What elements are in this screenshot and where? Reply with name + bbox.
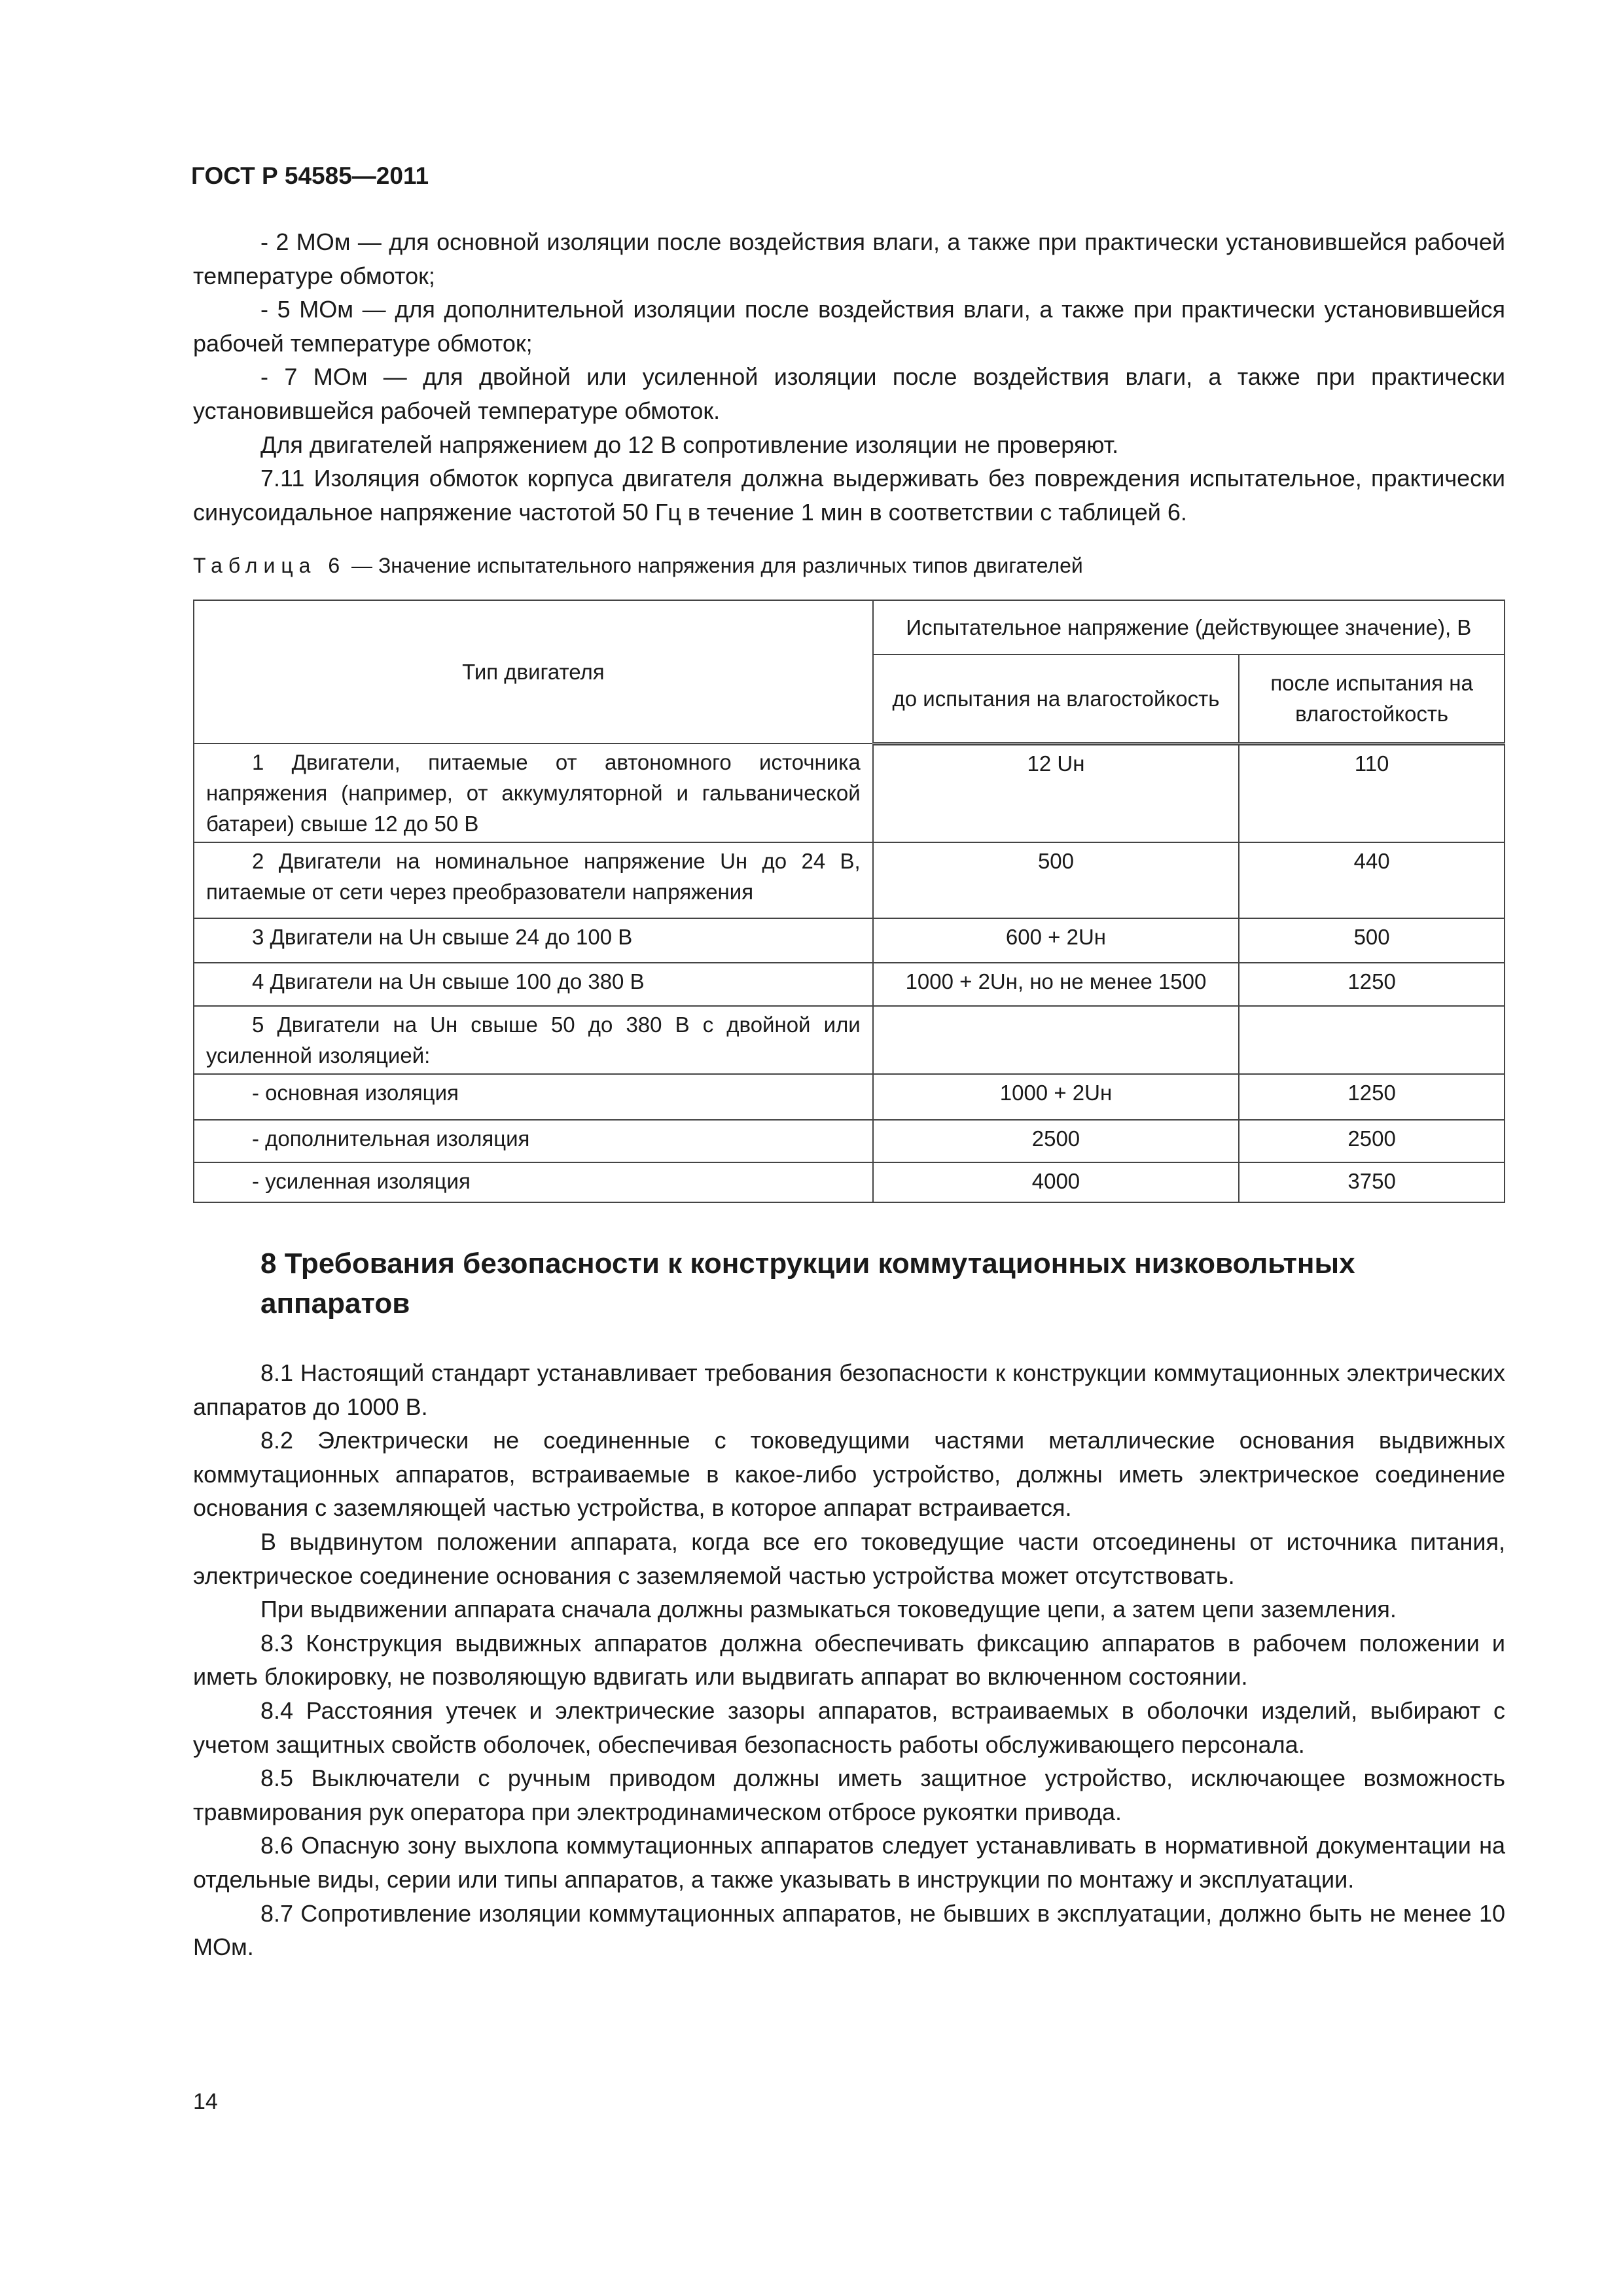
header-type: Тип двигателя — [194, 600, 873, 744]
cell-after: 2500 — [1239, 1120, 1505, 1162]
section-heading: 8 Требования безопасности к конструкции коммутационных низковольтных аппаратов — [260, 1247, 1355, 1319]
cell-type: 1 Двигатели, питаемые от автономного источника напряжения (например, от аккумуляторной и гальванической батареи) свыше 12 до 50 В — [194, 744, 873, 842]
cell-type: 3 Двигатели на Uн свыше 24 до 100 В — [194, 918, 873, 963]
cell-before — [873, 1006, 1240, 1074]
section-text — [193, 1356, 1505, 1964]
table-row — [194, 1074, 1505, 1120]
table-row — [194, 963, 1505, 1006]
cell-after: 1250 — [1239, 963, 1505, 1006]
header-after: после испытания на влагостойкость — [1239, 655, 1505, 744]
paragraph: - 2 МОм — для основной изоляции после воздействия влаги, а также при практически установившейся рабочей температуре обмоток; — [193, 228, 1505, 289]
table-row — [194, 1162, 1505, 1202]
cell-after: 500 — [1239, 918, 1505, 963]
paragraph: 8.7 Сопротивление изоляции коммутационных аппаратов, не бывших в эксплуатации, должно быть не менее 10 МОм. — [193, 1899, 1505, 1961]
cell-before: 2500 — [873, 1120, 1240, 1162]
page-number: 14 — [193, 2089, 218, 2114]
cell-after: 3750 — [1239, 1162, 1505, 1202]
table-row — [194, 1006, 1505, 1074]
cell-type: 4 Двигатели на Uн свыше 100 до 380 В — [194, 963, 873, 1006]
cell-before: 500 — [873, 842, 1240, 918]
cell-before: 12 Uн — [873, 744, 1240, 842]
paragraph: 8.2 Электрически не соединенные с токоведущими частями металлические основания выдвижных коммутационных аппаратов, встраиваемые в какое-либо устройство, должны иметь электрическое соединение основания с заземляющей частью устройства, в которое аппарат встраивается. — [193, 1427, 1505, 1522]
cell-after: 110 — [1239, 744, 1505, 842]
paragraph: 8.4 Расстояния утечек и электрические зазоры аппаратов, встраиваемых в оболочки изделий, выбирают с учетом защитных свойств оболочек, обеспечивая безопасность работы обслуживающего персонала. — [193, 1696, 1505, 1758]
table-row — [194, 842, 1505, 918]
table-caption-text: — Значение испытательного напряжения для различных типов двигателей — [346, 554, 1083, 577]
cell-before: 1000 + 2Uн, но не менее 1500 — [873, 963, 1240, 1006]
cell-after: 440 — [1239, 842, 1505, 918]
header-group: Испытательное напряжение (действующее значение), В — [873, 600, 1505, 655]
cell-before: 4000 — [873, 1162, 1240, 1202]
paragraph: 8.1 Настоящий стандарт устанавливает требования безопасности к конструкции коммутационных электрических аппаратов до 1000 В. — [193, 1359, 1505, 1420]
table-row — [194, 744, 1505, 842]
cell-type: 2 Двигатели на номинальное напряжение Uн до 24 В, питаемые от сети через преобразователи напряжения — [194, 842, 873, 918]
paragraph: 8.3 Конструкция выдвижных аппаратов должна обеспечивать фиксацию аппаратов в рабочем положении и иметь блокировку, не позволяющую вдвигать или выдвигать аппарат во включенном состоянии. — [193, 1629, 1505, 1691]
cell-after — [1239, 1006, 1505, 1074]
paragraph: При выдвижении аппарата сначала должны размыкаться токоведущие цепи, а затем цепи заземления. — [260, 1596, 1397, 1623]
cell-before: 600 + 2Uн — [873, 918, 1240, 963]
cell-before: 1000 + 2Uн — [873, 1074, 1240, 1120]
table-body — [194, 744, 1505, 1202]
table-row — [194, 918, 1505, 963]
cell-type: 5 Двигатели на Uн свыше 50 до 380 В с двойной или усиленной изоляцией: — [194, 1006, 873, 1074]
cell-type: - дополнительная изоляция — [194, 1120, 873, 1162]
paragraph: 8.5 Выключатели с ручным приводом должны иметь защитное устройство, исключающее возможность травмирования рук оператора при электродинамическом отбросе рукоятки привода. — [193, 1765, 1505, 1825]
document-header: ГОСТ Р 54585—2011 — [191, 162, 429, 189]
voltage-table — [193, 600, 1505, 1203]
intro-text — [193, 225, 1505, 529]
paragraph: - 7 МОм — для двойной или усиленной изоляции после воздействия влаги, а также при практически установившейся рабочей температуре обмоток. — [193, 363, 1505, 424]
paragraph: - 5 МОм — для дополнительной изоляции после воздействия влаги, а также при практически установившейся рабочей температуре обмоток; — [193, 296, 1505, 357]
cell-after: 1250 — [1239, 1074, 1505, 1120]
paragraph: 7.11 Изоляция обмоток корпуса двигателя должна выдерживать без повреждения испытательное, практически синусоидальное напряжение частотой 50 Гц в течение 1 мин в соответствии с таблицей 6. — [193, 465, 1505, 526]
cell-type: - основная изоляция — [194, 1074, 873, 1120]
paragraph: 8.6 Опасную зону выхлопа коммутационных аппаратов следует устанавливать в нормативной документации на отдельные виды, серии или типы аппаратов, а также указывать в инструкции по монтажу и эксплуатации. — [193, 1832, 1505, 1893]
cell-type: - усиленная изоляция — [194, 1162, 873, 1202]
header-before: до испытания на влагостойкость — [873, 655, 1240, 744]
paragraph: Для двигателей напряжением до 12 В сопротивление изоляции не проверяют. — [260, 431, 1119, 458]
table-row — [194, 1120, 1505, 1162]
table-caption-label: Таблица 6 — [193, 554, 346, 577]
table-caption — [193, 554, 1083, 578]
paragraph: В выдвинутом положении аппарата, когда все его токоведущие части отсоединены от источника питания, электрическое соединение основания с заземляемой частью устройства может отсутствовать. — [193, 1528, 1505, 1589]
